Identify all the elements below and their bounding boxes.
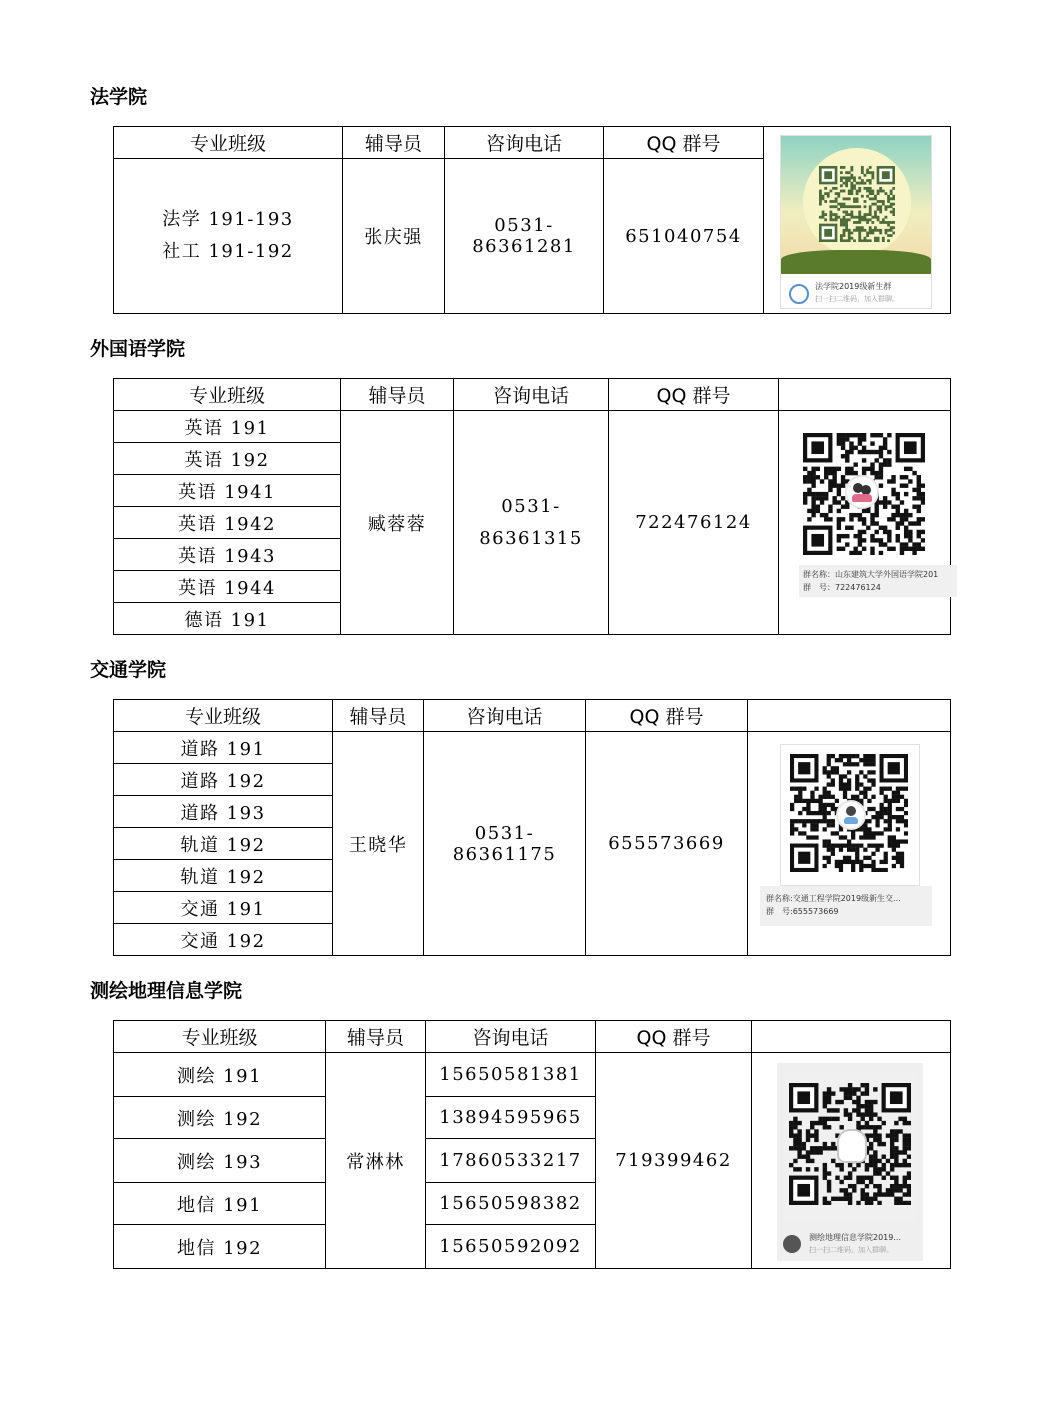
header-qr-blank	[752, 1021, 951, 1053]
header-class: 专业班级	[114, 127, 343, 159]
phone-item: 15650592092	[426, 1225, 596, 1269]
class-item: 道路 192	[114, 764, 333, 796]
header-class: 专业班级	[114, 700, 333, 732]
header-phone: 咨询电话	[426, 1021, 596, 1053]
survey-qr-hint: 扫一扫二维码，加入群聊。	[809, 1246, 893, 1254]
survey-qr-name: 测绘地理信息学院2019...	[809, 1233, 901, 1242]
class-item: 英语 1943	[114, 539, 341, 571]
class-item: 社工 191-192	[162, 241, 294, 262]
traffic-qr-card	[760, 744, 940, 932]
survey-qr-card	[777, 1063, 923, 1261]
foreign-qr-cell	[779, 411, 951, 635]
grass-icon	[781, 250, 931, 274]
header-advisor: 辅导员	[343, 127, 445, 159]
foreign-qq: 722476124	[609, 411, 779, 635]
header-qq: QQ 群号	[604, 127, 764, 159]
class-item: 轨道 192	[114, 828, 333, 860]
traffic-qr-cell	[748, 732, 951, 956]
class-item: 测绘 191	[114, 1053, 326, 1097]
traffic-qr-no: 群 号:655573669	[766, 907, 839, 916]
phone-item: 15650598382	[426, 1183, 596, 1225]
foreign-phone-cell	[454, 411, 609, 635]
law-qr-card	[780, 135, 932, 309]
class-item: 测绘 192	[114, 1097, 326, 1139]
foreign-phone-line2: 86361315	[479, 527, 583, 549]
class-item: 英语 1941	[114, 475, 341, 507]
class-item: 交通 191	[114, 892, 333, 924]
law-advisor: 张庆强	[343, 159, 445, 314]
class-item: 英语 1944	[114, 571, 341, 603]
avatar-icon	[845, 475, 879, 509]
header-phone: 咨询电话	[445, 127, 604, 159]
foreign-advisor: 臧蓉蓉	[341, 411, 454, 635]
traffic-table	[113, 699, 951, 956]
traffic-qr-name: 群名称:交通工程学院2019级新生交...	[766, 894, 901, 903]
header-advisor: 辅导员	[326, 1021, 426, 1053]
header-phone: 咨询电话	[424, 700, 586, 732]
qq-penguin-icon	[837, 1129, 867, 1163]
foreign-qr-name: 群名称：山东建筑大学外国语学院201	[803, 570, 939, 579]
foreign-qr-no: 群 号：722476124	[803, 583, 881, 592]
header-phone: 咨询电话	[454, 379, 609, 411]
class-item: 测绘 193	[114, 1139, 326, 1183]
law-qr-cell	[764, 127, 951, 314]
phone-item: 15650581381	[426, 1053, 596, 1097]
law-phone: 0531-86361281	[445, 159, 604, 314]
law-qr-name: 法学院2019级新生群	[815, 282, 892, 291]
phone-item: 13894595965	[426, 1097, 596, 1139]
header-advisor: 辅导员	[333, 700, 424, 732]
class-item: 英语 191	[114, 411, 341, 443]
class-item: 地信 192	[114, 1225, 326, 1269]
class-item: 英语 1942	[114, 507, 341, 539]
class-item: 交通 192	[114, 924, 333, 956]
phone-item: 17860533217	[426, 1139, 596, 1183]
class-item: 道路 191	[114, 732, 333, 764]
traffic-qq: 655573669	[586, 732, 748, 956]
header-class: 专业班级	[114, 1021, 326, 1053]
header-class: 专业班级	[114, 379, 341, 411]
section-title-survey: 测绘地理信息学院	[90, 980, 243, 1002]
header-qq: QQ 群号	[586, 700, 748, 732]
section-title-traffic: 交通学院	[90, 659, 167, 681]
header-qq: QQ 群号	[609, 379, 779, 411]
class-item: 道路 193	[114, 796, 333, 828]
law-qr-code-icon	[819, 166, 895, 242]
header-advisor: 辅导员	[341, 379, 454, 411]
section-title-law: 法学院	[90, 86, 148, 108]
law-qr-hint: 扫一扫二维码，加入群聊。	[815, 295, 899, 303]
survey-qr-cell	[752, 1053, 951, 1269]
foreign-phone-line1: 0531-	[501, 495, 561, 517]
traffic-phone: 0531-86361175	[424, 732, 586, 956]
law-classes-cell	[114, 159, 343, 314]
school-logo-icon	[789, 284, 809, 304]
avatar-icon	[836, 800, 866, 830]
school-logo-icon	[783, 1235, 801, 1253]
survey-qq: 719399462	[596, 1053, 752, 1269]
law-table	[113, 126, 951, 314]
survey-advisor: 常淋林	[326, 1053, 426, 1269]
class-item: 英语 192	[114, 443, 341, 475]
header-qr-blank	[748, 700, 951, 732]
foreign-table	[113, 378, 951, 635]
class-item: 轨道 192	[114, 860, 333, 892]
foreign-qr-card	[799, 429, 939, 599]
section-title-foreign: 外国语学院	[90, 338, 186, 360]
class-item: 地信 191	[114, 1183, 326, 1225]
class-item: 德语 191	[114, 603, 341, 635]
header-qq: QQ 群号	[596, 1021, 752, 1053]
header-qr-blank	[779, 379, 951, 411]
traffic-advisor: 王晓华	[333, 732, 424, 956]
law-qq: 651040754	[604, 159, 764, 314]
class-item: 法学 191-193	[162, 209, 294, 230]
survey-table	[113, 1020, 951, 1269]
